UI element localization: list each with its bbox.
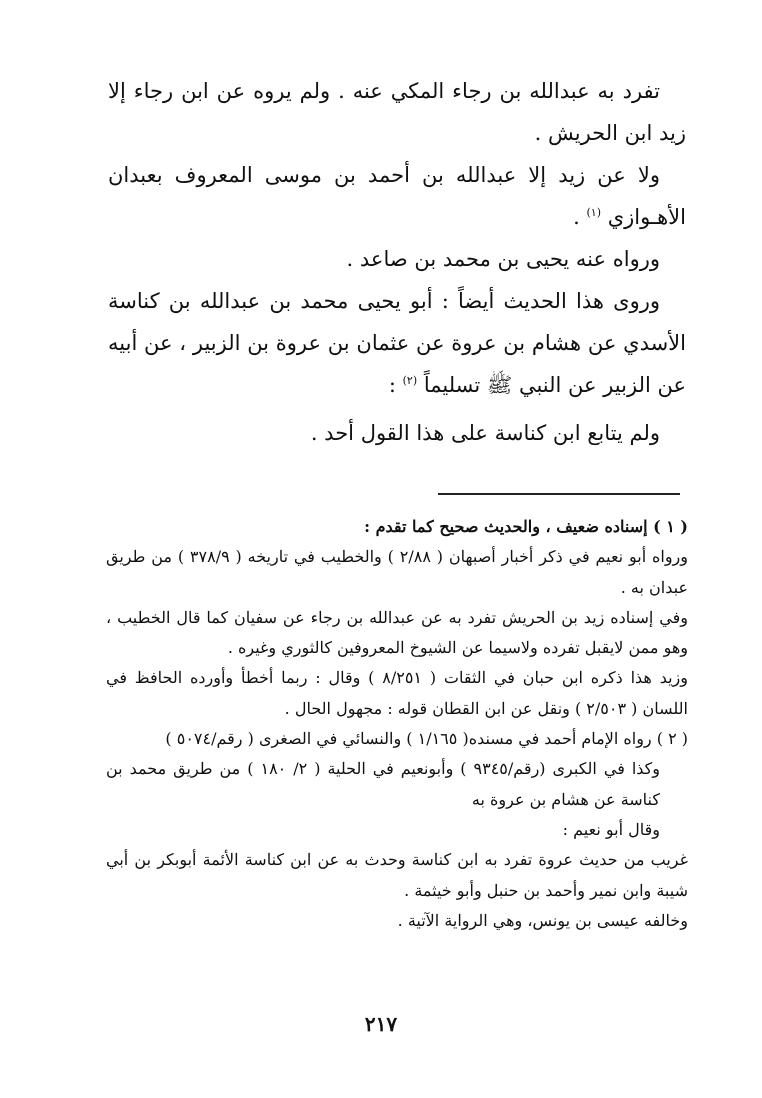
footnote-2-line-1: ( ٢ ) رواه الإمام أحمد في مسنده( ١/١٦٥ ) والنسائي في الصغرى ( رقم/٥٠٧٤ ) <box>165 729 688 749</box>
footnote-2-line-4: غريب من حديث عروة تفرد به ابن كناسة وحدث به عن ابن كناسة الأئمة أبوبكر بن أبي شيبة وابن نمير وأحمد بن حنبل وأبو خيثمة . <box>106 850 688 900</box>
footnote-ref-2: (٢) <box>402 374 418 387</box>
main-paragraph-4-end: : <box>388 373 403 397</box>
footnote-2-line-3: وقال أبو نعيم : <box>562 819 660 839</box>
footnotes <box>106 512 688 936</box>
footnote-2-line-5: وخالفه عيسى بن يونس، وهي الرواية الآتية . <box>397 910 688 930</box>
main-paragraph-3: ورواه عنه يحيى بن محمد بن صاعد . <box>346 247 660 271</box>
main-paragraph-4 <box>108 280 686 406</box>
footnote-ref-1: (١) <box>586 206 601 219</box>
footnote-1-line-3: وزيد هذا ذكره ابن حبان في الثقات ( ٨/٢٥١ ) وقال : ربما أخطأ وأورده الحافظ في اللسان ( ٢/٥٠٣ ) ونقل عن ابن القطان قوله : مجهول الحال . <box>106 668 688 718</box>
page-number: ٢١٧ <box>364 1012 398 1036</box>
main-paragraph-5: ولم يتابع ابن كناسة على هذا القول أحد . <box>310 421 660 445</box>
footnote-divider <box>438 493 680 495</box>
main-paragraph-2 <box>108 154 686 238</box>
footnote-1-line-2: وفي إسناده زيد بن الحريش تفرد به عن عبدالله بن رجاء عن سفيان كما قال الخطيب ، وهو ممن لايقبل تفرده ولاسيما عن الشيوخ المعروفين كالثوري وغيره . <box>106 607 688 658</box>
main-paragraph-2-text: ولا عن زيد إلا عبدالله بن أحمد بن موسى المعروف بعبدان الأهـوازي <box>108 163 686 229</box>
main-text <box>108 70 686 454</box>
footnote-1-heading: ( ١ ) إسناده ضعيف ، والحديث صحيح كما تقدم : <box>364 517 688 536</box>
main-paragraph-2-end: . <box>573 205 587 229</box>
main-paragraph-1: تفرد به عبدالله بن رجاء المكي عنه . ولم يروه عن ابن رجاء إلا زيد ابن الحريش . <box>108 79 686 145</box>
footnote-2-line-2: وكذا في الكبرى (رقم/٩٣٤٥ ) وأبونعيم في الحلية ( ٢/ ١٨٠ ) من طريق محمد بن كناسة عن هشام بن عروة به <box>106 759 661 809</box>
footnote-1-line-1: ورواه أبو نعيم في ذكر أخبار أصبهان ( ٢/٨٨ ) والخطيب في تاريخه ( ٣٧٨/٩ ) من طريق عبدان به . <box>106 547 689 597</box>
main-paragraph-4-text: وروى هذا الحديث أيضاً : أبو يحيى محمد بن عبدالله بن كناسة الأسدي عن هشام بن عروة عن عثمان بن عروة بن الزبير ، عن أبيه عن الزبير عن النبي ﷺ تسليماً <box>108 289 686 397</box>
